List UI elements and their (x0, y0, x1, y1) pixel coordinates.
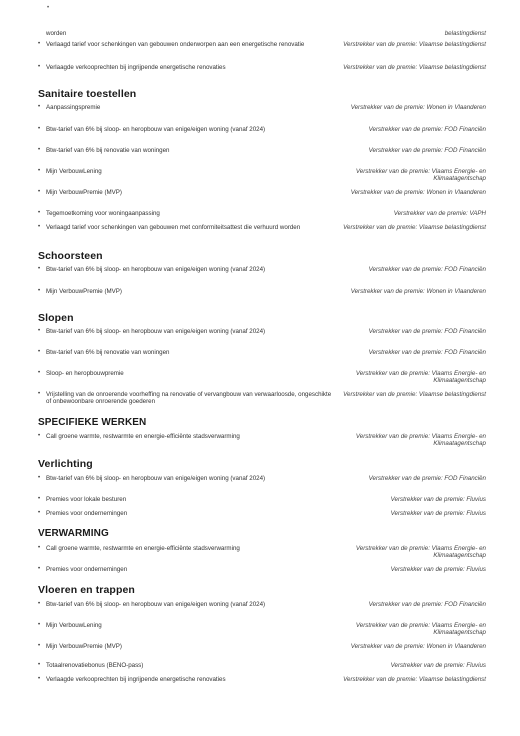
list-item (38, 601, 486, 608)
item-source: Verstrekker van de premie: Wonen in Vlaanderen (350, 189, 486, 196)
bullet-icon: • (38, 433, 41, 439)
item-text: Tegemoetkoming voor woningaanpassing (46, 210, 160, 217)
bullet-icon: • (38, 662, 41, 668)
item-source: Verstrekker van de premie: Vlaamse belastingdienst (343, 64, 486, 71)
item-source: Verstrekker van de premie: Fluvius (390, 662, 486, 669)
list-item (38, 328, 486, 335)
bullet-icon: • (38, 601, 41, 607)
list-item (38, 288, 486, 295)
list-item (38, 433, 486, 448)
item-source: Verstrekker van de premie: Fluvius (390, 566, 486, 573)
bullet-icon: • (38, 224, 41, 230)
list-item (38, 147, 486, 154)
list-item (38, 126, 486, 133)
section-heading: VERWARMING (38, 528, 109, 539)
list-item (38, 566, 486, 573)
item-text: Btw-tarief van 6% bij sloop- en heropbouw van enige/eigen woning (vanaf 2024) (46, 328, 266, 335)
item-source: Verstrekker van de premie: Wonen in Vlaanderen (350, 643, 486, 650)
item-source: Verstrekker van de premie: Vlaamse belastingdienst (343, 391, 486, 398)
item-text: Vrijstelling van de onroerende voorheffing na renovatie of vervangbouw van verwaarloosde, ongeschikte of onbewoonbare onroerende goederen (46, 391, 332, 406)
item-source: Verstrekker van de premie: FOD Financiën (368, 266, 486, 273)
list-item (38, 391, 486, 406)
list-item (38, 210, 486, 217)
item-source: Verstrekker van de premie: FOD Financiën (368, 601, 486, 608)
bullet-icon: • (38, 391, 41, 397)
item-text: Premies voor lokale besturen (46, 496, 127, 503)
item-text: Verlaagd tarief voor schenkingen van gebouwen onderworpen aan een energetische renovatie (46, 41, 305, 48)
item-source: Verstrekker van de premie: Vlaamse belastingdienst (343, 224, 486, 231)
item-source: Verstrekker van de premie: FOD Financiën (368, 147, 486, 154)
bullet-icon: • (38, 189, 41, 195)
section-heading: Verlichting (38, 458, 93, 470)
section-heading: Sanitaire toestellen (38, 88, 137, 100)
item-text: Mijn VerbouwPremie (MVP) (46, 189, 122, 196)
list-item (38, 41, 486, 48)
item-source: Verstrekker van de premie: Fluvius (390, 510, 486, 517)
item-text: Premies voor ondernemingen (46, 566, 128, 573)
item-text: Btw-tarief van 6% bij sloop- en heropbouw van enige/eigen woning (vanaf 2024) (46, 266, 266, 273)
bullet-icon: • (38, 566, 41, 572)
bullet-icon: • (38, 147, 41, 153)
item-text: Sloop- en heropbouwpremie (46, 370, 124, 377)
item-source: Verstrekker van de premie: Vlaams Energie- en Klimaatagentschap (355, 622, 486, 637)
bullet-icon: • (38, 288, 41, 294)
list-item (38, 622, 486, 637)
item-source: Verstrekker van de premie: Vlaams Energie- en Klimaatagentschap (355, 545, 486, 560)
bullet-icon: • (38, 622, 41, 628)
list-item (38, 168, 486, 183)
item-text: Btw-tarief van 6% bij renovatie van woningen (46, 349, 170, 356)
item-source: Verstrekker van de premie: Vlaams Energie- en Klimaatagentschap (355, 168, 486, 183)
item-text: Btw-tarief van 6% bij sloop- en heropbouw van enige/eigen woning (vanaf 2024) (46, 475, 266, 482)
item-source: belastingdienst (444, 30, 486, 37)
bullet-icon: • (38, 370, 41, 376)
bullet-icon: • (38, 510, 41, 516)
bullet-icon: • (38, 475, 41, 481)
bullet-icon: • (38, 210, 41, 216)
list-item (38, 475, 486, 482)
item-text: Mijn VerbouwLening (46, 168, 102, 175)
item-text: Btw-tarief van 6% bij sloop- en heropbouw van enige/eigen woning (vanaf 2024) (46, 601, 266, 608)
bullet-icon: • (38, 41, 41, 47)
item-text: Verlaagd tarief voor schenkingen van gebouwen met conformiteitsattest die verhuurd worden (46, 224, 301, 231)
list-item (38, 64, 486, 71)
section-heading: Schoorsteen (38, 250, 103, 262)
item-source: Verstrekker van de premie: Vlaams Energie- en Klimaatagentschap (355, 433, 486, 448)
item-source: Verstrekker van de premie: FOD Financiën (368, 328, 486, 335)
item-source: Verstrekker van de premie: FOD Financiën (368, 126, 486, 133)
bullet-icon: • (38, 104, 41, 110)
item-source: Verstrekker van de premie: Fluvius (390, 496, 486, 503)
item-text: Verlaagde verkooprechten bij ingrijpende energetische renovaties (46, 64, 226, 71)
bullet-icon: • (38, 126, 41, 132)
item-text: Call groene warmte, restwarmte en energie-efficiënte stadsverwarming (46, 545, 240, 552)
section-heading: Vloeren en trappen (38, 584, 135, 596)
bullet-icon: • (38, 64, 41, 70)
item-source: Verstrekker van de premie: FOD Financiën (368, 349, 486, 356)
item-text: Btw-tarief van 6% bij renovatie van woningen (46, 147, 170, 154)
item-text: Mijn VerbouwPremie (MVP) (46, 288, 122, 295)
item-text: Mijn VerbouwLening (46, 622, 102, 629)
list-item (38, 496, 486, 503)
section-heading: Slopen (38, 312, 74, 324)
item-text: Premies voor ondernemingen (46, 510, 128, 517)
list-item (38, 266, 486, 273)
list-item (38, 104, 486, 111)
item-source: Verstrekker van de premie: VAPH (393, 210, 486, 217)
list-item (38, 370, 486, 385)
bullet-icon: • (38, 643, 41, 649)
bullet-icon: • (38, 676, 41, 682)
list-item (38, 662, 486, 669)
item-source: Verstrekker van de premie: Vlaamse belastingdienst (343, 41, 486, 48)
item-text: Btw-tarief van 6% bij sloop- en heropbouw van enige/eigen woning (vanaf 2024) (46, 126, 266, 133)
section-heading: SPECIFIEKE WERKEN (38, 417, 147, 428)
list-item (38, 643, 486, 650)
bullet-icon: • (38, 328, 41, 334)
bullet-icon: • (38, 266, 41, 272)
list-item (38, 545, 486, 560)
bullet-icon: • (38, 168, 41, 174)
bullet-icon: • (38, 545, 41, 551)
bullet-icon: • (38, 496, 41, 502)
list-item (38, 224, 486, 231)
item-text: Call groene warmte, restwarmte en energie-efficiënte stadsverwarming (46, 433, 240, 440)
item-text: worden (46, 30, 67, 37)
item-source: Verstrekker van de premie: Wonen in Vlaanderen (350, 288, 486, 295)
list-item (38, 189, 486, 196)
item-text: Aanpassingspremie (46, 104, 101, 111)
list-item (38, 349, 486, 356)
item-source: Verstrekker van de premie: FOD Financiën (368, 475, 486, 482)
item-text: Mijn VerbouwPremie (MVP) (46, 643, 122, 650)
item-text: Totaalrenovatiebonus (BENO-pass) (46, 662, 144, 669)
bullet-icon: • (38, 349, 41, 355)
item-source: Verstrekker van de premie: Vlaamse belastingdienst (343, 676, 486, 683)
list-item (38, 676, 486, 683)
list-item (38, 510, 486, 517)
item-source: Verstrekker van de premie: Wonen in Vlaanderen (350, 104, 486, 111)
item-source: Verstrekker van de premie: Vlaams Energie- en Klimaatagentschap (355, 370, 486, 385)
page-mark: • (47, 5, 50, 11)
list-item (38, 30, 486, 37)
item-text: Verlaagde verkooprechten bij ingrijpende energetische renovaties (46, 676, 226, 683)
